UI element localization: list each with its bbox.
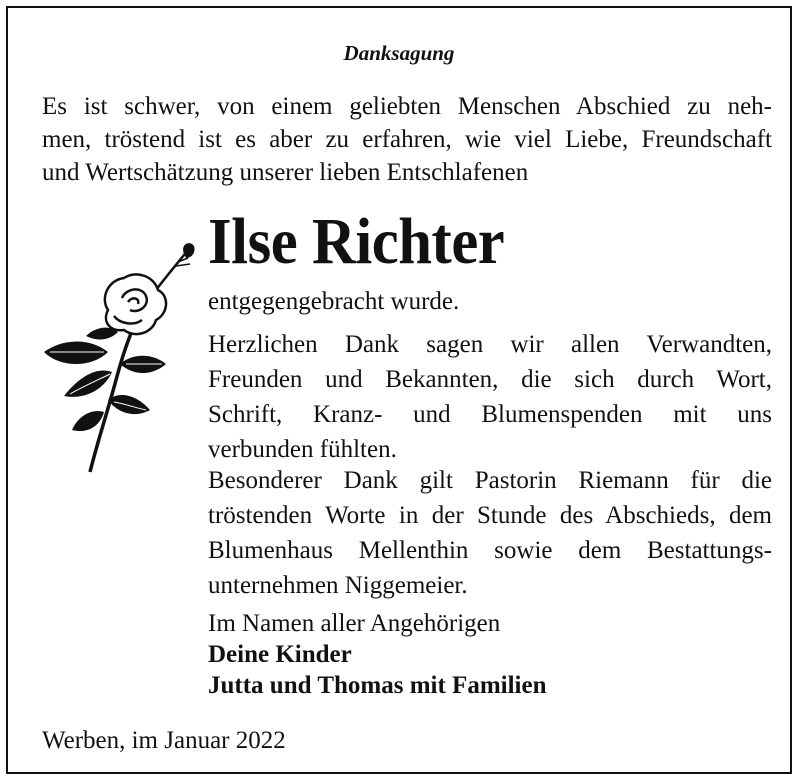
deceased-name: Ilse Richter xyxy=(208,205,505,278)
place-date: Werben, im Januar 2022 xyxy=(42,727,286,754)
notice-heading: Danksagung xyxy=(343,41,455,65)
special-thanks-line: unternehmen Niggemeier. xyxy=(208,572,468,599)
signature-intro: Im Namen aller Angehörigen xyxy=(208,610,501,637)
special-thanks-line: Besonderer Dank gilt Pastorin Riemann für die xyxy=(208,467,772,494)
entgegen-line: entgegengebracht wurde. xyxy=(208,288,460,315)
intro-paragraph xyxy=(42,90,772,189)
signature-block xyxy=(208,608,772,701)
intro-line: men, tröstend ist es aber zu erfahren, wie viel Liebe, Freundschaft xyxy=(42,126,772,153)
thanks-paragraph xyxy=(208,327,772,467)
intro-line: und Wertschätzung unserer lieben Entschlafenen xyxy=(42,159,529,186)
thanks-line: Herzlichen Dank sagen wir allen Verwandten, xyxy=(208,331,772,358)
thanks-line: Schrift, Kranz- und Blumenspenden mit uns xyxy=(208,401,772,428)
thanks-line: verbunden fühlten. xyxy=(208,436,397,463)
thanks-line: Freunden und Bekannten, die sich durch Wort, xyxy=(208,366,772,393)
special-thanks-line: tröstenden Worte in der Stunde des Abschieds, dem xyxy=(208,502,772,529)
special-thanks-line: Blumenhaus Mellenthin sowie dem Bestattungs- xyxy=(208,537,772,564)
signature-line-2: Jutta und Thomas mit Familien xyxy=(208,672,547,699)
intro-line: Es ist schwer, von einem geliebten Menschen Abschied zu neh- xyxy=(42,93,772,120)
signature-line-1: Deine Kinder xyxy=(208,641,352,668)
obituary-notice xyxy=(6,6,792,774)
special-thanks-paragraph xyxy=(208,463,772,603)
rose-icon xyxy=(38,240,198,480)
